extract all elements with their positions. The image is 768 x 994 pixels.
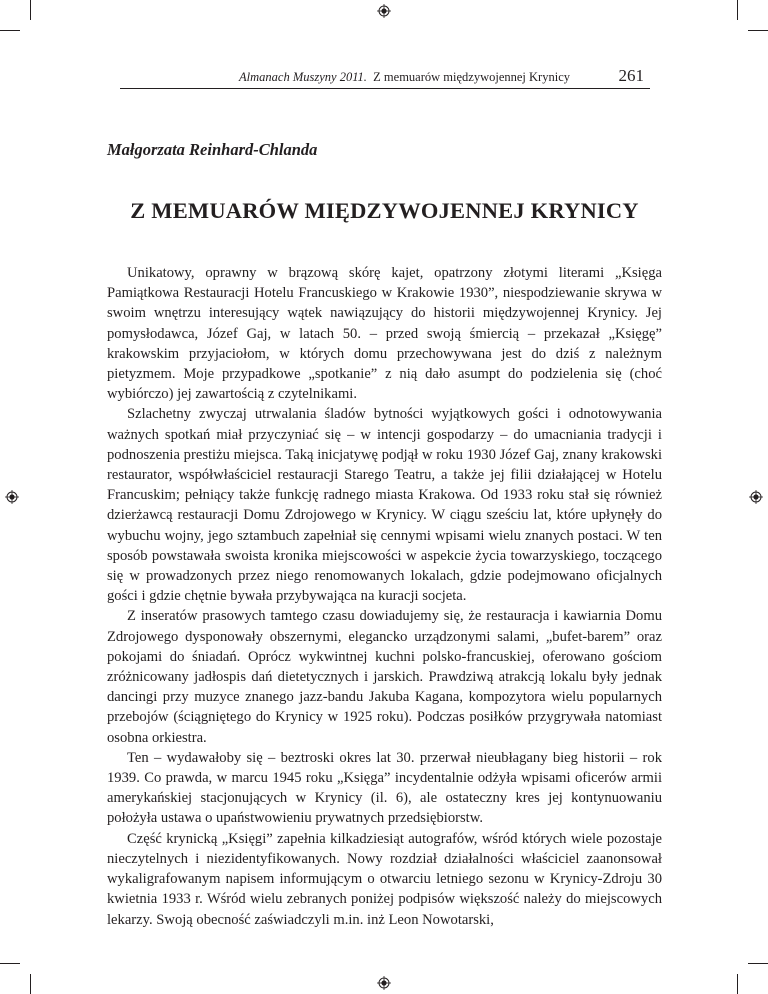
- crop-mark: [0, 963, 20, 964]
- paragraph: Ten – wydawałoby się – beztroski okres lat 30. przerwał nieubłagany bieg historii – rok 1939. Co prawda, w marcu 1945 roku „Księga” incydentalnie odżyła wpisami oficerów armii amerykańskiej stacjonujących w Krynicy (il. 6), ale ostateczny kres jej kontynuowaniu położyła ustawa o upaństwowieniu prywatnych przedsiębiorstw.: [107, 749, 662, 827]
- registration-mark-icon: [5, 490, 19, 504]
- paragraph: Szlachetny zwyczaj utrwalania śladów bytności wyjątkowych gości i odnotowywania ważnych spotkań miał przyczyniać się – w intencji gospodarzy – do umacniania tradycji i podnoszenia prestiżu miejsca. Taką inicjatywę podjął w roku 1930 Józef Gaj, znany krakowski restaurator, współwłaściciel restauracji Starego Teatru, a także jej filii działającej w Hotelu Francuskim; pełniący także funkcję radnego miasta Krakowa. Od 1933 roku stał się również dzierżawcą restauracji Domu Zdrojowego w Krynicy. W ciągu sześciu lat, które upłynęły do wybuchu wojny, jego sztambuch zapełniał się cennymi wpisami wielu znanych postaci. W ten sposób powstawała swoista kronika miejscowości w aspekcie życia towarzyskiego, toczącego się w prowadzonych przez niego renomowanych lokalach, gdzie podejmowano oficjalnych gości i gdzie chętnie bywała przybywająca na kuracji socjeta.: [107, 406, 662, 605]
- registration-mark-icon: [749, 490, 763, 504]
- crop-mark: [0, 30, 20, 31]
- paragraph: Unikatowy, oprawny w brązową skórę kajet, opatrzony złotymi literami „Księga Pamiątkowa Restauracji Hotelu Francuskiego w Krakowie 1930”, niespodziewanie skrywa w swoim wnętrzu interesujący wątek nawiązujący do historii międzywojennej Krynicy. Jej pomysłodawca, Józef Gaj, w latach 50. – przed swoją śmiercią – przekazał „Księgę” krakowskim przyjaciołom, w których domu przechowywana jest do dziś z należnym pietyzmem. Moje przypadkowe „spotkanie” z nią dało asumpt do podzielenia się (choć wybiórczo) jej zawartością z czytelnikami.: [107, 265, 662, 403]
- article-body: [107, 263, 662, 930]
- author-name: Małgorzata Reinhard-Chlanda: [107, 140, 318, 159]
- crop-mark: [737, 0, 738, 20]
- crop-mark: [737, 974, 738, 994]
- journal-name: Almanach Muszyny 2011.: [239, 70, 367, 84]
- crop-mark: [748, 963, 768, 964]
- registration-mark-icon: [377, 976, 391, 990]
- registration-mark-icon: [377, 4, 391, 18]
- article-title: Z MEMUARÓW MIĘDZYWOJENNEJ KRYNICY: [130, 198, 639, 223]
- crop-mark: [30, 974, 31, 994]
- section-title: Z memuarów międzywojennej Krynicy: [373, 70, 570, 84]
- running-header: [120, 68, 650, 89]
- crop-mark: [30, 0, 31, 20]
- running-header-text: [239, 70, 570, 85]
- page-number: 261: [618, 66, 644, 85]
- paragraph: Z inseratów prasowych tamtego czasu dowiadujemy się, że restauracja i kawiarnia Domu Zdrojowego dysponowały obszernymi, elegancko urządzonymi salami, „bufet-barem” oraz pokojami do śniadań. Oprócz wykwintnej kuchni polsko-francuskiej, oferowano gościom zróżnicowany jadłospis dań dietetycznych i jarskich. Prawdziwą atrakcją lokalu były jednak dancingi przy muzyce znanego jazz-bandu Jakuba Kagana, kompozytora wielu popularnych przebojów (ściągniętego do Krynicy w 1925 roku). Podczas posiłków przygrywała natomiast osobna orkiestra.: [107, 608, 662, 746]
- paragraph: Część krynicką „Księgi” zapełnia kilkadziesiąt autografów, wśród których wiele pozostaje nieczytelnych i niezidentyfikowanych. Nowy rozdział działalności właściciel zaanonsował wykaligrafowanym napisem informującym o otwarciu letniego sezonu w Krynicy-Zdroju 30 kwietnia 1933 r. Wśród wielu zebranych poniżej podpisów większość należy do miejscowych lekarzy. Swoją obecność zaświadczyli m.in. inż Leon Nowotarski,: [107, 830, 662, 928]
- crop-mark: [748, 30, 768, 31]
